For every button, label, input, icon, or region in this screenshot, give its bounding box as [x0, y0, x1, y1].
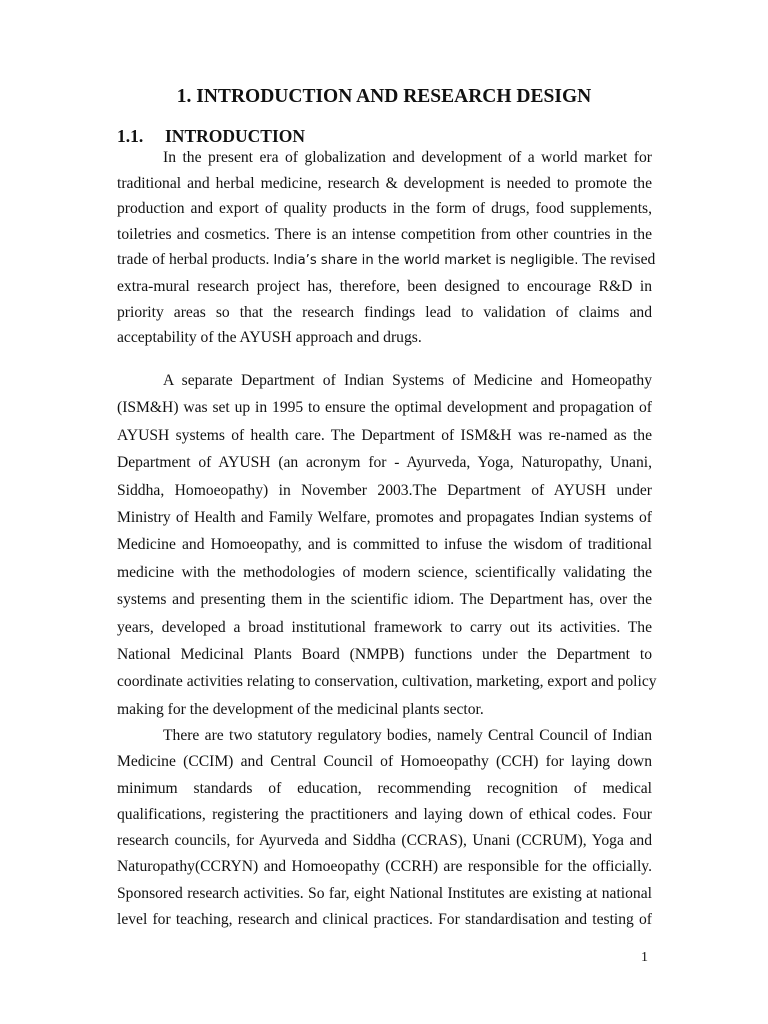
text-line: [117, 247, 656, 274]
text-line: Naturopathy(CCRYN) and Homoeopathy (CCRH) are responsible for the officially.: [117, 858, 652, 876]
text-line: Ministry of Health and Family Welfare, promotes and propagates Indian systems of: [117, 509, 652, 527]
text-line: minimum standards of education, recommending recognition of medical: [117, 779, 652, 797]
text-line: medicine with the methodologies of modern science, scientifically validating the: [117, 563, 652, 581]
text-line: Medicine (CCIM) and Central Council of Homoeopathy (CCH) for laying down: [117, 753, 652, 771]
text-line: production and export of quality products in the form of drugs, food supplements,: [117, 200, 652, 218]
section-number: 1.1.: [117, 126, 144, 146]
text-line: AYUSH systems of health care. The Department of ISM&H was re-named as the: [117, 426, 652, 444]
text-line: Siddha, Homoeopathy) in November 2003.The Department of AYUSH under: [117, 481, 652, 499]
text-line: In the present era of globalization and development of a world market for: [163, 149, 652, 166]
text-line: years, developed a broad institutional framework to carry out its activities. The: [117, 618, 652, 636]
text-line: A separate Department of Indian Systems of Medicine and Homeopathy: [163, 372, 652, 389]
text-line: There are two statutory regulatory bodies, namely Central Council of Indian: [163, 727, 652, 744]
text-line: systems and presenting them in the scientific idiom. The Department has, over the: [117, 591, 652, 609]
paragraph-2: [117, 367, 657, 723]
text-line: toiletries and cosmetics. There is an intense competition from other countries in the: [117, 225, 652, 243]
text-line: extra-mural research project has, therefore, been designed to encourage R&D in: [117, 277, 652, 295]
text-line: research councils, for Ayurveda and Siddha (CCRAS), Unani (CCRUM), Yoga and: [117, 832, 652, 850]
text-line: making for the development of the medicinal plants sector.: [117, 700, 484, 718]
paragraph-3: [117, 723, 652, 933]
paragraph-1: [117, 145, 656, 351]
text-line: traditional and herbal medicine, research & development is needed to promote the: [117, 174, 652, 192]
text-line: priority areas so that the research findings lead to validation of claims and: [117, 303, 652, 321]
text-segment: trade of herbal products.: [117, 251, 274, 269]
text-line: acceptability of the AYUSH approach and drugs.: [117, 329, 422, 347]
text-line: Sponsored research activities. So far, eight National Institutes are existing at national: [117, 884, 652, 902]
text-segment: The revised: [582, 251, 656, 269]
section-heading: INTRODUCTION: [165, 126, 306, 146]
text-line: Department of AYUSH (an acronym for - Ayurveda, Yoga, Naturopathy, Unani,: [117, 454, 652, 472]
text-line: (ISM&H) was set up in 1995 to ensure the optimal development and propagation of: [117, 399, 652, 417]
text-line: National Medicinal Plants Board (NMPB) functions under the Department to: [117, 646, 652, 664]
text-line: Medicine and Homoeopathy, and is committed to infuse the wisdom of traditional: [117, 536, 652, 554]
text-segment: India’s share in the world market is negligible.: [273, 253, 579, 269]
text-line: coordinate activities relating to conservation, cultivation, marketing, export and policy: [117, 673, 657, 691]
page-number: 1: [641, 950, 648, 965]
page-title: 1. INTRODUCTION AND RESEARCH DESIGN: [176, 86, 592, 107]
text-line: qualifications, registering the practitioners and laying down of ethical codes. Four: [117, 805, 652, 823]
text-line: level for teaching, research and clinical practices. For standardisation and testing of: [117, 911, 652, 929]
